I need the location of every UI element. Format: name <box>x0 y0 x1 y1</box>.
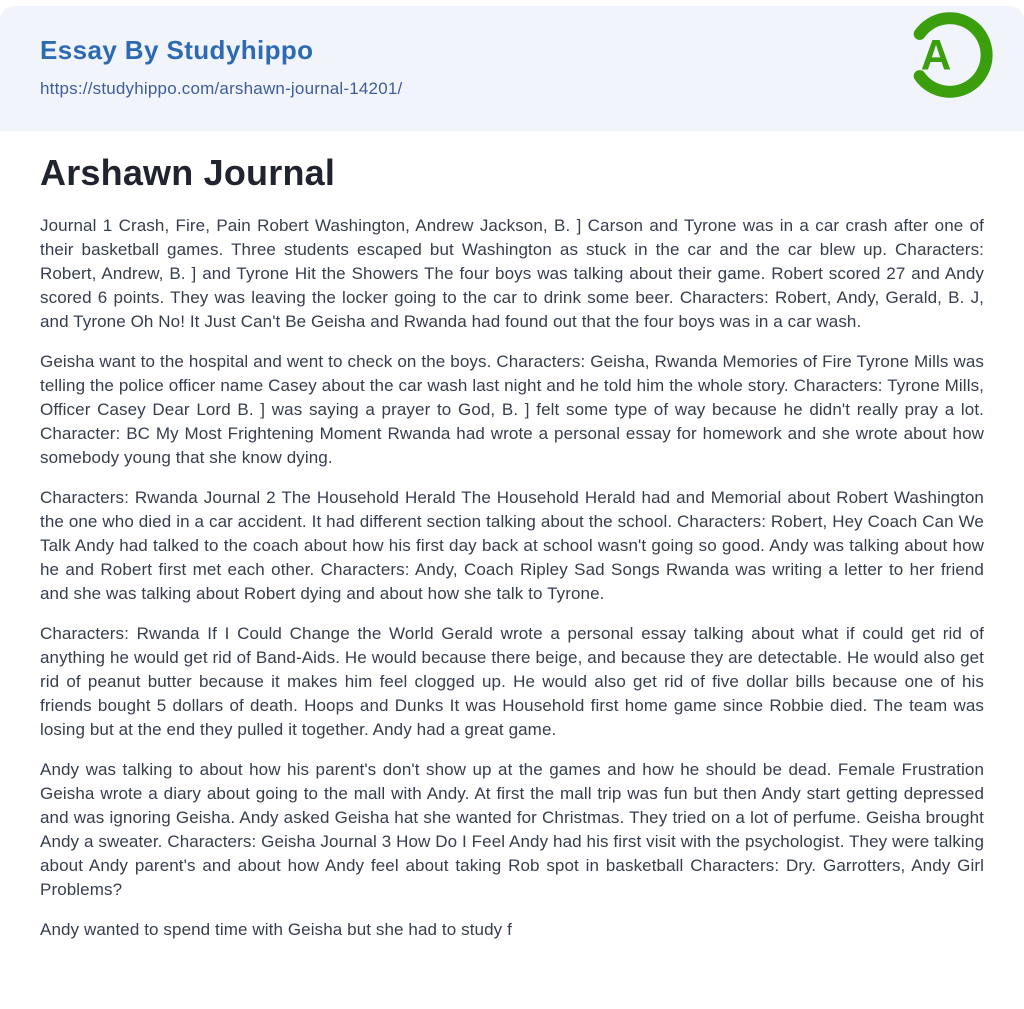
studyhippo-logo <box>902 9 994 101</box>
logo-letter: A <box>920 31 952 79</box>
page <box>0 6 1024 1009</box>
essay-paragraph-5: Andy was talking to about how his parent's don't show up at the games and how he should be dead. Female Frustration Geisha wrote a diary about going to the mall with Andy. At first the mall trip was fun but then Andy start getting depressed and was ignoring Geisha. Andy asked Geisha hat she wanted for Christmas. They tried on a lot of perfume. Geisha brought Andy a sweater. Characters: Geisha Journal 3 How Do I Feel Andy had his first visit with the psychologist. They were talking about Andy parent's and about how Andy feel about taking Rob spot in basketball Characters: Dry. Garrotters, Andy Girl Problems? <box>40 760 984 899</box>
page-header <box>0 6 1024 131</box>
essay-paragraph-1: Journal 1 Crash, Fire, Pain Robert Washington, Andrew Jackson, B. ] Carson and Tyrone was in a car crash after one of their basketball games. Three students escaped but Washington as stuck in the car and the car blew up. Characters: Robert, Andrew, B. ] and Tyrone Hit the Showers The four boys was talking about their game. Robert scored 27 and Andy scored 6 points. They was leaving the locker going to the car to drink some beer. Characters: Robert, Andy, Gerald, B. J, and Tyrone Oh No! It Just Can't Be Geisha and Rwanda had found out that the four boys was in a car wash. <box>40 216 984 331</box>
essay-paragraph-3: Characters: Rwanda Journal 2 The Household Herald The Household Herald had and Memorial about Robert Washington the one who died in a car accident. It had different section talking about the school. Characters: Robert, Hey Coach Can We Talk Andy had talked to the coach about how his first day back at school wasn't going so good. Andy was talking about how he and Robert first met each other. Characters: Andy, Coach Ripley Sad Songs Rwanda was writing a letter to her friend and she was talking about Robert dying and about how she talk to Tyrone. <box>40 488 984 603</box>
essay-paragraph-4: Characters: Rwanda If I Could Change the World Gerald wrote a personal essay talking about what if could get rid of anything he would get rid of Band-Aids. He would because there beige, and because they are detectable. He would also get rid of peanut butter because it makes him feel clogged up. He would also get rid of five dollar bills because one of his friends bought 5 dollars of death. Hoops and Dunks It was Household first home game since Robbie died. The team was losing but at the end they pulled it together. Andy had a great game. <box>40 624 984 739</box>
essay-url-link[interactable]: https://studyhippo.com/arshawn-journal-14201/ <box>40 78 403 98</box>
essay-body <box>40 214 984 942</box>
essay-title: Arshawn Journal <box>40 152 336 193</box>
essay-paragraph-2: Geisha want to the hospital and went to check on the boys. Characters: Geisha, Rwanda Memories of Fire Tyrone Mills was telling the police officer name Casey about the car wash last night and he told him the whole story. Characters: Tyrone Mills, Officer Casey Dear Lord B. ] was saying a prayer to God, B. ] felt some type of way because he didn't really pray a lot. Character: BC My Most Frightening Moment Rwanda had wrote a personal essay for homework and she wrote about how somebody young that she know dying. <box>40 352 984 467</box>
site-title: Essay By Studyhippo <box>40 35 314 65</box>
essay-content <box>0 131 1024 942</box>
essay-paragraph-6: Andy wanted to spend time with Geisha but she had to study f <box>40 920 512 939</box>
